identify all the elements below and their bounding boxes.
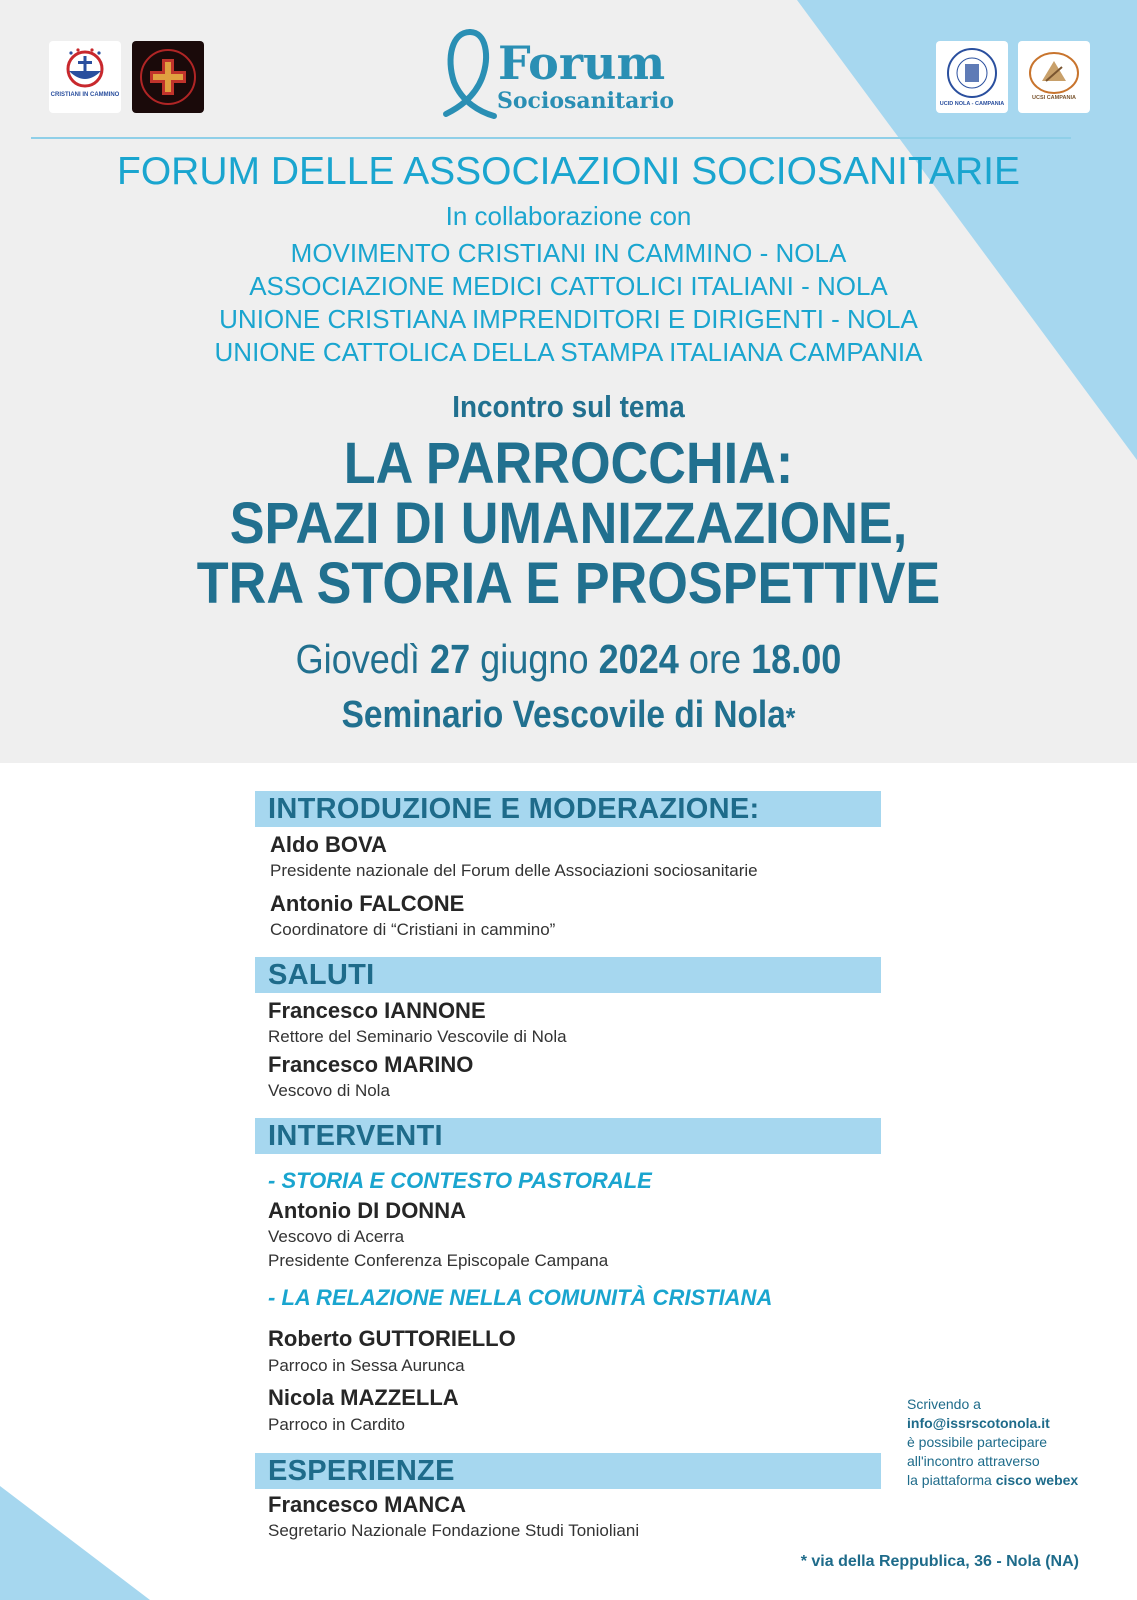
event-day: Giovedì <box>295 636 420 682</box>
partner-line-2: ASSOCIAZIONE MEDICI CATTOLICI ITALIANI - NOLA <box>249 271 888 301</box>
speaker-role: Vescovo di Nola <box>268 1081 390 1100</box>
speaker-role: Presidente nazionale del Forum delle Associazioni sociosanitarie <box>270 861 758 880</box>
webex-note-line-1: Scrivendo a <box>907 1396 981 1412</box>
topic-storia: - STORIA E CONTESTO PASTORALE <box>268 1168 652 1193</box>
speaker-name: Aldo BOVA <box>270 832 387 857</box>
forum-brand-word: Forum <box>498 36 666 90</box>
event-kicker: Incontro sul tema <box>452 389 685 424</box>
speaker-role: Rettore del Seminario Vescovile di Nola <box>268 1027 567 1046</box>
ucsi-campania-logo <box>1018 41 1090 113</box>
event-month: giugno <box>480 636 589 682</box>
forum-title: FORUM DELLE ASSOCIAZIONI SOCIOSANITARIE <box>117 150 1020 193</box>
webex-note-line-3: è possibile partecipare <box>907 1434 1048 1450</box>
speaker-name: Antonio DI DONNA <box>268 1198 466 1223</box>
contact-email-link[interactable]: info@issrscotonola.it <box>907 1415 1050 1431</box>
speaker-role: Coordinatore di “Cristiani in cammino” <box>270 920 556 939</box>
section-interventi: INTERVENTI <box>255 1118 881 1154</box>
event-title <box>57 431 1080 616</box>
ucid-nola-logo-text: UCID NOLA - CAMPANIA <box>939 101 1005 107</box>
webex-note-line-5 <box>907 1471 1078 1490</box>
webex-note-platform-prefix: la piattaforma <box>907 1472 992 1488</box>
webex-platform-name: cisco webex <box>995 1472 1079 1488</box>
event-time: 18.00 <box>751 636 842 682</box>
webex-note-line-4: all'incontro attraverso <box>907 1453 1040 1469</box>
collab-text: In collaborazione con <box>445 201 692 231</box>
section-esperienze: ESPERIENZE <box>255 1453 881 1489</box>
event-venue-name: Seminario Vescovile di Nola <box>341 694 786 736</box>
speaker-name: Francesco IANNONE <box>268 998 486 1023</box>
event-year: 2024 <box>598 636 679 682</box>
event-title-line-2: SPAZI DI UMANIZZAZIONE, <box>229 491 908 556</box>
speaker-name: Francesco MANCA <box>268 1492 467 1517</box>
event-venue <box>68 694 1069 737</box>
topic-relazione: - LA RELAZIONE NELLA COMUNITÀ CRISTIANA <box>268 1285 773 1310</box>
event-venue-asterisk: * <box>785 702 796 733</box>
ucid-nola-logo <box>936 41 1008 113</box>
address-asterisk: * <box>800 1553 807 1570</box>
speaker-role: Vescovo di Acerra <box>268 1227 405 1246</box>
partner-line-3: UNIONE CRISTIANA IMPRENDITORI E DIRIGENTI - NOLA <box>219 304 918 334</box>
speaker-role: Parroco in Cardito <box>268 1415 406 1434</box>
speaker-name: Antonio FALCONE <box>270 891 465 916</box>
amci-nola-logo <box>132 41 204 113</box>
speaker-name: Francesco MARINO <box>268 1052 474 1077</box>
event-datetime <box>68 636 1069 683</box>
event-title-line-3: TRA STORIA E PROSPETTIVE <box>196 551 941 616</box>
decorative-triangle-bottom-left <box>0 1486 150 1600</box>
event-date-number: 27 <box>430 636 471 682</box>
partner-line-1: MOVIMENTO CRISTIANI IN CAMMINO - NOLA <box>290 238 847 268</box>
partner-line-4: UNIONE CATTOLICA DELLA STAMPA ITALIANA CAMPANIA <box>214 337 923 367</box>
section-saluti: SALUTI <box>255 957 881 993</box>
forum-brand-sub: Sociosanitario <box>497 88 675 114</box>
header-divider <box>31 137 1071 139</box>
venue-address <box>801 1553 1079 1571</box>
speaker-role: Presidente Conferenza Episcopale Campana <box>268 1251 609 1270</box>
cristiani-in-cammino-logo <box>49 41 121 113</box>
event-ore: ore <box>688 636 742 682</box>
forum-ribbon-logo-icon <box>440 28 500 120</box>
cristiani-in-cammino-logo-text: CRISTIANI IN CAMMINO <box>50 92 120 98</box>
event-title-line-1: LA PARROCCHIA: <box>343 431 794 496</box>
speaker-role: Parroco in Sessa Aurunca <box>268 1356 465 1375</box>
webex-note <box>907 1395 1078 1490</box>
section-introduzione: INTRODUZIONE E MODERAZIONE: <box>255 791 881 827</box>
ucsi-campania-logo-text: UCSI CAMPANIA <box>1032 95 1076 101</box>
address-text: via della Reppublica, 36 - Nola (NA) <box>811 1553 1079 1570</box>
speaker-name: Roberto GUTTORIELLO <box>268 1326 516 1351</box>
speaker-role: Segretario Nazionale Fondazione Studi Tonioliani <box>268 1521 640 1540</box>
speaker-name: Nicola MAZZELLA <box>268 1385 459 1410</box>
